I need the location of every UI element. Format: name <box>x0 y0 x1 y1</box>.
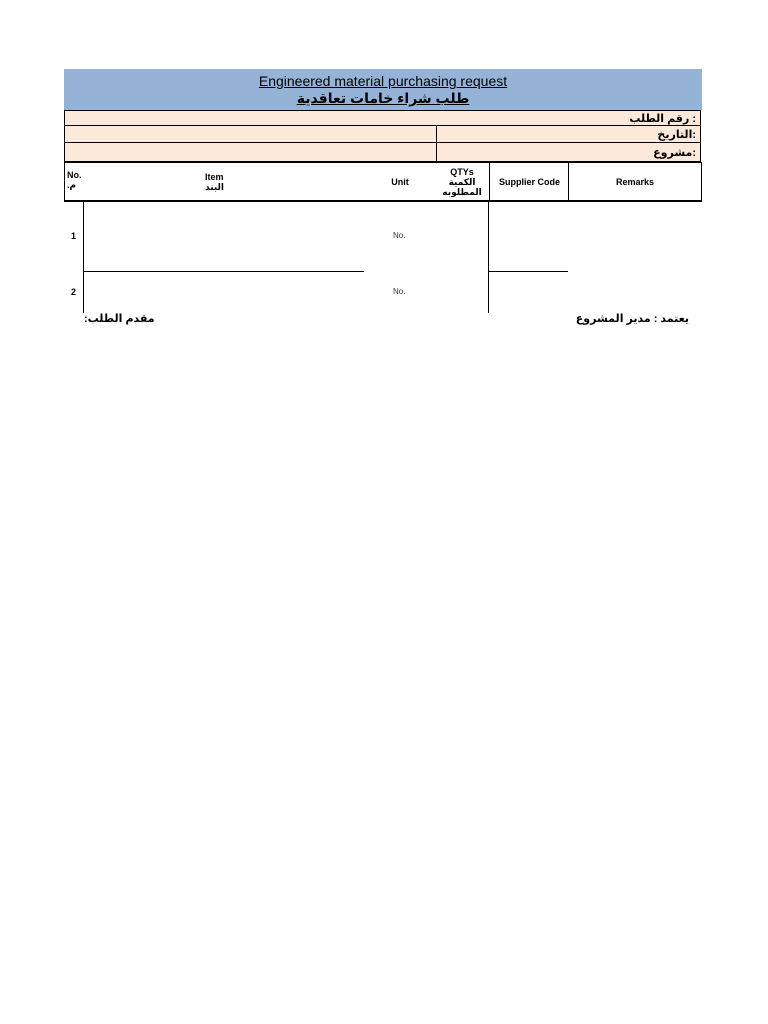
header-qty-en: QTYs <box>450 167 474 177</box>
form-title-english: Engineered material purchasing request <box>258 73 508 89</box>
header-no-en: No. <box>67 170 82 180</box>
date-label: :التاريخ <box>657 129 696 141</box>
date-row-divider <box>436 126 437 142</box>
supplier-column-divider <box>488 202 489 313</box>
supplier-header-bottom <box>488 200 568 201</box>
header-item-ar: البند <box>205 182 225 192</box>
row-1-bottom-line <box>83 271 364 272</box>
header-unit-label: Unit <box>391 177 409 187</box>
header-qty-ar2: المطلوبه <box>442 187 482 197</box>
form-title-block <box>64 69 702 110</box>
header-no-ar: م. <box>67 180 77 190</box>
project-label: :مشروع <box>653 147 696 159</box>
project-row <box>64 143 701 162</box>
no-column-divider <box>83 202 84 313</box>
row-1-unit: No. <box>393 231 406 240</box>
row-1-supplier-bottom-line <box>488 271 568 272</box>
requester-signature-label: مقدم الطلب: <box>84 313 155 325</box>
request-number-label: : رقم الطلب <box>629 113 696 125</box>
approval-signature-label: يعتمد : مدير المشروع <box>575 313 689 325</box>
header-item <box>205 163 245 201</box>
supplier-left-top <box>488 162 489 163</box>
header-unit <box>377 163 423 201</box>
header-supplier-code <box>489 163 569 201</box>
header-no <box>67 163 97 201</box>
header-remarks <box>568 163 701 201</box>
header-qty-ar1: الكمية <box>448 177 476 187</box>
header-remarks-label: Remarks <box>615 177 655 187</box>
form-title-arabic: طلب شراء خامات تعاقدية <box>296 90 470 106</box>
header-qty <box>435 163 489 201</box>
header-supplier-code-label: Supplier Code <box>498 177 560 187</box>
row-1-number: 1 <box>71 231 77 241</box>
row-2-number: 2 <box>71 287 77 297</box>
request-number-row <box>64 110 701 126</box>
header-item-en: Item <box>205 172 224 182</box>
project-row-divider <box>436 143 437 161</box>
row-2-unit: No. <box>393 287 406 296</box>
date-row <box>64 126 701 143</box>
table-header-row <box>64 162 702 202</box>
